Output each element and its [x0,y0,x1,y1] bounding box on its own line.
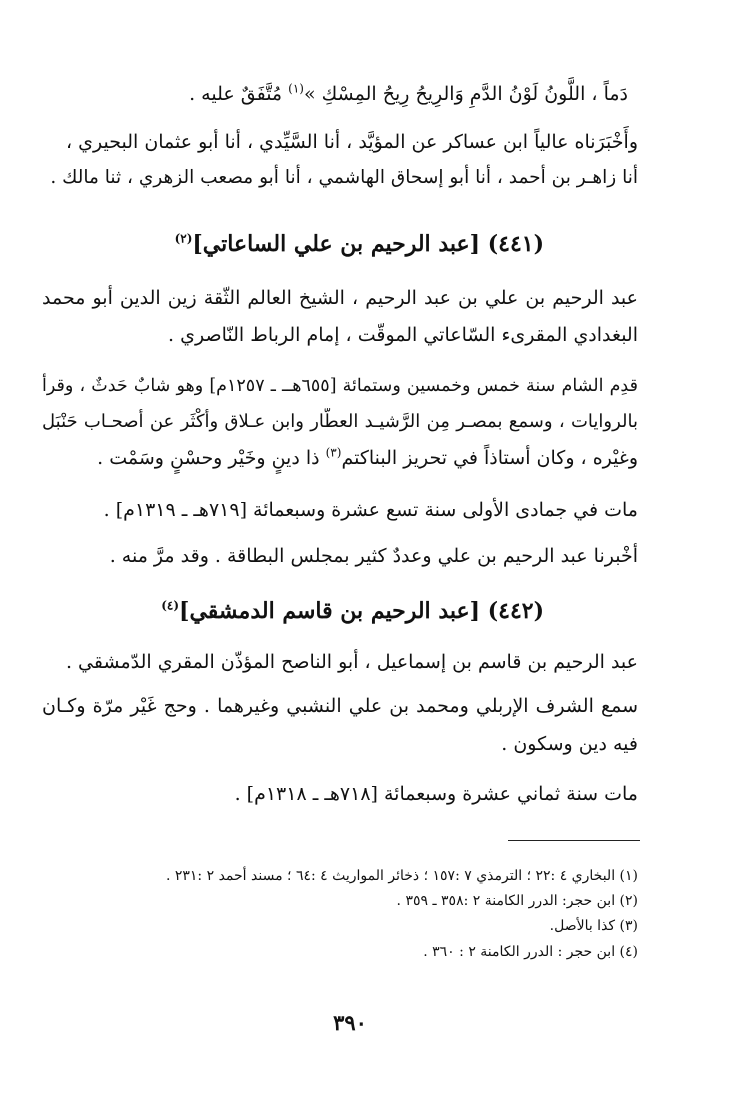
text-span: وغيْره ، وكان أستاذاً في تحريز البناكتم [341,447,638,469]
text-line: مات في جمادى الأولى سنة تسع عشرة وسبعمائة [٧١٩هـ ـ ١٣١٩م] . [103,499,638,521]
text-span: ذا دينٍ وخَيْر وحسْنٍ وسَمْت . [97,447,326,469]
text-line: أخْبرنا عبد الرحيم بن علي وعددٌ كثير بمجلس البطاقة . وقد مرَّ منه . [109,545,638,567]
footnote-marker: (٢) [174,231,193,246]
footnote-separator [508,840,640,841]
text-line: عبد الرحيم بن علي بن عبد الرحيم ، الشيخ العالم الثّقة زين الدين أبو محمد [42,287,638,309]
text-line: فيه دين وسكون . [501,733,638,755]
text-span: دَماً ، اللَّونُ لَوْنُ الدَّمِ وَالرِيحُ رِيحُ المِسْكِ » [303,83,628,105]
text-span: مُتَّفَقٌ عليه . [189,83,289,105]
heading-text: (٤٤٢) [عبد الرحيم بن قاسم الدمشقي] [179,598,544,624]
text-line: سمع الشرف الإربلي ومحمد بن علي النشبي وغيرهما . وحج غَيْر مرّة وكـان [42,695,638,717]
entry-heading [175,229,544,259]
text-line [97,444,638,472]
text-line: قدِم الشام سنة خمس وخمسين وستمائة [٦٥٥هــ ـ ١٢٥٧م] وهو شابٌ حَدثٌ ، وقرأ [42,376,638,396]
text-line [189,80,628,108]
page-number: ٣٩٠ [333,1010,367,1035]
footnote: (١) البخاري ٤ :٢٢ ؛ الترمذي ٧ :١٥٧ ؛ ذخائر المواريث ٤ :٦٤ ؛ مسند أحمد ٢ :٢٣١ . [165,868,638,884]
footnote: (٣) كذا بالأصل. [549,918,638,934]
footnote-marker: (٣) [325,445,342,460]
footnote-marker: (١) [288,81,304,96]
entry-heading [161,596,544,626]
text-line: وأَخْبَرَناه عالياً ابن عساكر عن المؤيَّد ، أنا السَّيِّدي ، أنا أبو عثمان البحيري ، [65,131,638,153]
footnote: (٢) ابن حجر: الدرر الكامنة ٢ :٣٥٨ ـ ٣٥٩ . [396,893,638,909]
text-line: البغدادي المقرىء السّاعاتي الموقّت ، إمام الرباط النّاصري . [168,324,638,346]
footnote: (٤) ابن حجر : الدرر الكامنة ٢ : ٣٦٠ . [423,944,638,960]
heading-text: (٤٤١) [عبد الرحيم بن علي الساعاتي] [192,231,544,257]
footnote-marker: (٤) [161,598,180,613]
text-line: أنا زاهـر بن أحمد ، أنا أبو إسحاق الهاشمي ، أنا أبو مصعب الزهري ، ثنا مالك . [50,167,638,188]
text-line: مات سنة ثماني عشرة وسبعمائة [٧١٨هـ ـ ١٣١٨م] . [234,783,638,805]
text-line: عبد الرحيم بن قاسم بن إسماعيل ، أبو الناصح المؤذّن المقري الدّمشقي . [65,651,638,673]
text-line: بالروايات ، وسمع بمصـر مِن الرَّشيـد العطَّار وابن عـلاق وأكْثَر عن أصحـاب حَنْبَل [42,411,638,432]
